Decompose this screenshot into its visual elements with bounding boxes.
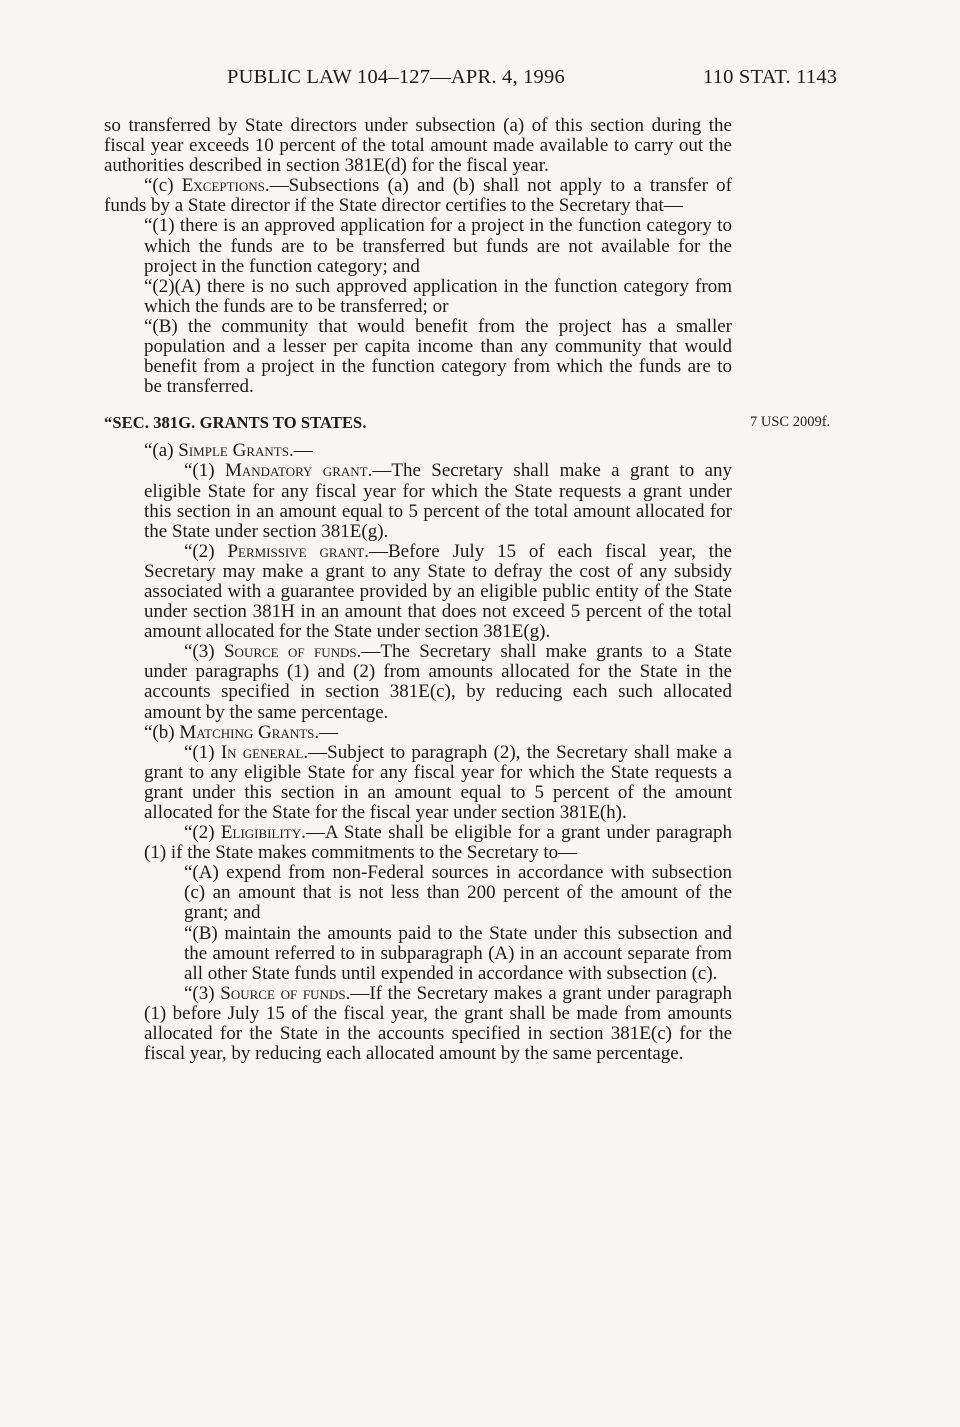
- paragraph-a-2: “(2) Permissive grant.—Before July 15 of each fiscal year, the Secretary may make a grant to any State to defray the cost of any subsidy associated with a guarantee provided by an eligible public entity of the State under section 381H in an amount that does not exceed 5 percent of the total amount allocated for the State under section 381E(g).: [144, 540, 732, 643]
- subsection-b-matching-grants: “(b) Matching Grants.—: [144, 721, 339, 743]
- subparagraph-b-2-B: “(B) maintain the amounts paid to the State under this subsection and the amount referred to in subparagraph (A) in an account separate from all other State funds until expended in accordance with subsection (c).: [184, 922, 732, 984]
- paragraph-a-1: “(1) Mandatory grant.—The Secretary shall make a grant to any eligible State for any fiscal year for which the State requests a grant under this section in an amount equal to 5 percent of the total amount allocated for the State under section 381E(g).: [144, 460, 733, 542]
- subsection-a-simple-grants: “(a) Simple Grants.—: [144, 440, 313, 462]
- section-heading-row: [104, 413, 831, 433]
- paragraph-b-1: “(1) In general.—Subject to paragraph (2), the Secretary shall make a grant to any eligible State for any fiscal year for which the State requests a grant under this section in an amount equal to 5 percent of the amount allocated for the State for the fiscal year under section 381E(h).: [144, 741, 732, 823]
- subsection-c-exceptions: “(c) Exceptions.—Subsections (a) and (b) shall not apply to a transfer of funds by a State director if the State director certifies to the Secretary that—: [104, 175, 733, 217]
- margin-citation: 7 USC 2009f.: [750, 414, 831, 431]
- paragraph-c-2-A: “(2)(A) there is no such approved application in the function category from which the funds are to be transferred; or: [144, 275, 732, 317]
- paragraph-c-2-B: “(B) the community that would benefit from the project has a smaller population and a lesser per capita income than any community that would benefit from a project in the function category from which the funds are to be transferred.: [144, 315, 732, 398]
- paragraph-b-3: “(3) Source of funds.—If the Secretary makes a grant under paragraph (1) before July 15 of the fiscal year, the grant shall be made from amounts allocated for the State in the accounts specified in section 381E(c) for the fiscal year, by reducing each allocated amount by the same percentage.: [144, 982, 733, 1065]
- document-body: [104, 115, 831, 1065]
- subparagraph-b-2-A: “(A) expend from non-Federal sources in accordance with subsection (c) an amount that is not less than 200 percent of the amount of the grant; and: [184, 862, 732, 924]
- paragraph-c-1: “(1) there is an approved application for a project in the function category to which the funds are to be transferred but funds are not available for the project in the function category; and: [144, 215, 732, 277]
- paragraph-a-3: “(3) Source of funds.—The Secretary shall make grants to a State under paragraphs (1) and (2) from amounts allocated for the State in the accounts specified in section 381E(c), by reducing each such allocated amount by the same percentage.: [144, 641, 733, 723]
- paragraph-continuation: so transferred by State directors under subsection (a) of this section during the fiscal year exceeds 10 percent of the total amount made available to carry out the authorities described in section 381E(d) for the fiscal year.: [104, 115, 732, 177]
- running-header-page-number: 110 STAT. 1143: [703, 66, 838, 88]
- section-heading: “SEC. 381G. GRANTS TO STATES.: [104, 413, 367, 433]
- running-header-title: PUBLIC LAW 104–127—APR. 4, 1996: [227, 66, 565, 88]
- paragraph-b-2: “(2) Eligibility.—A State shall be eligible for a grant under paragraph (1) if the State makes commitments to the Secretary to—: [144, 822, 732, 864]
